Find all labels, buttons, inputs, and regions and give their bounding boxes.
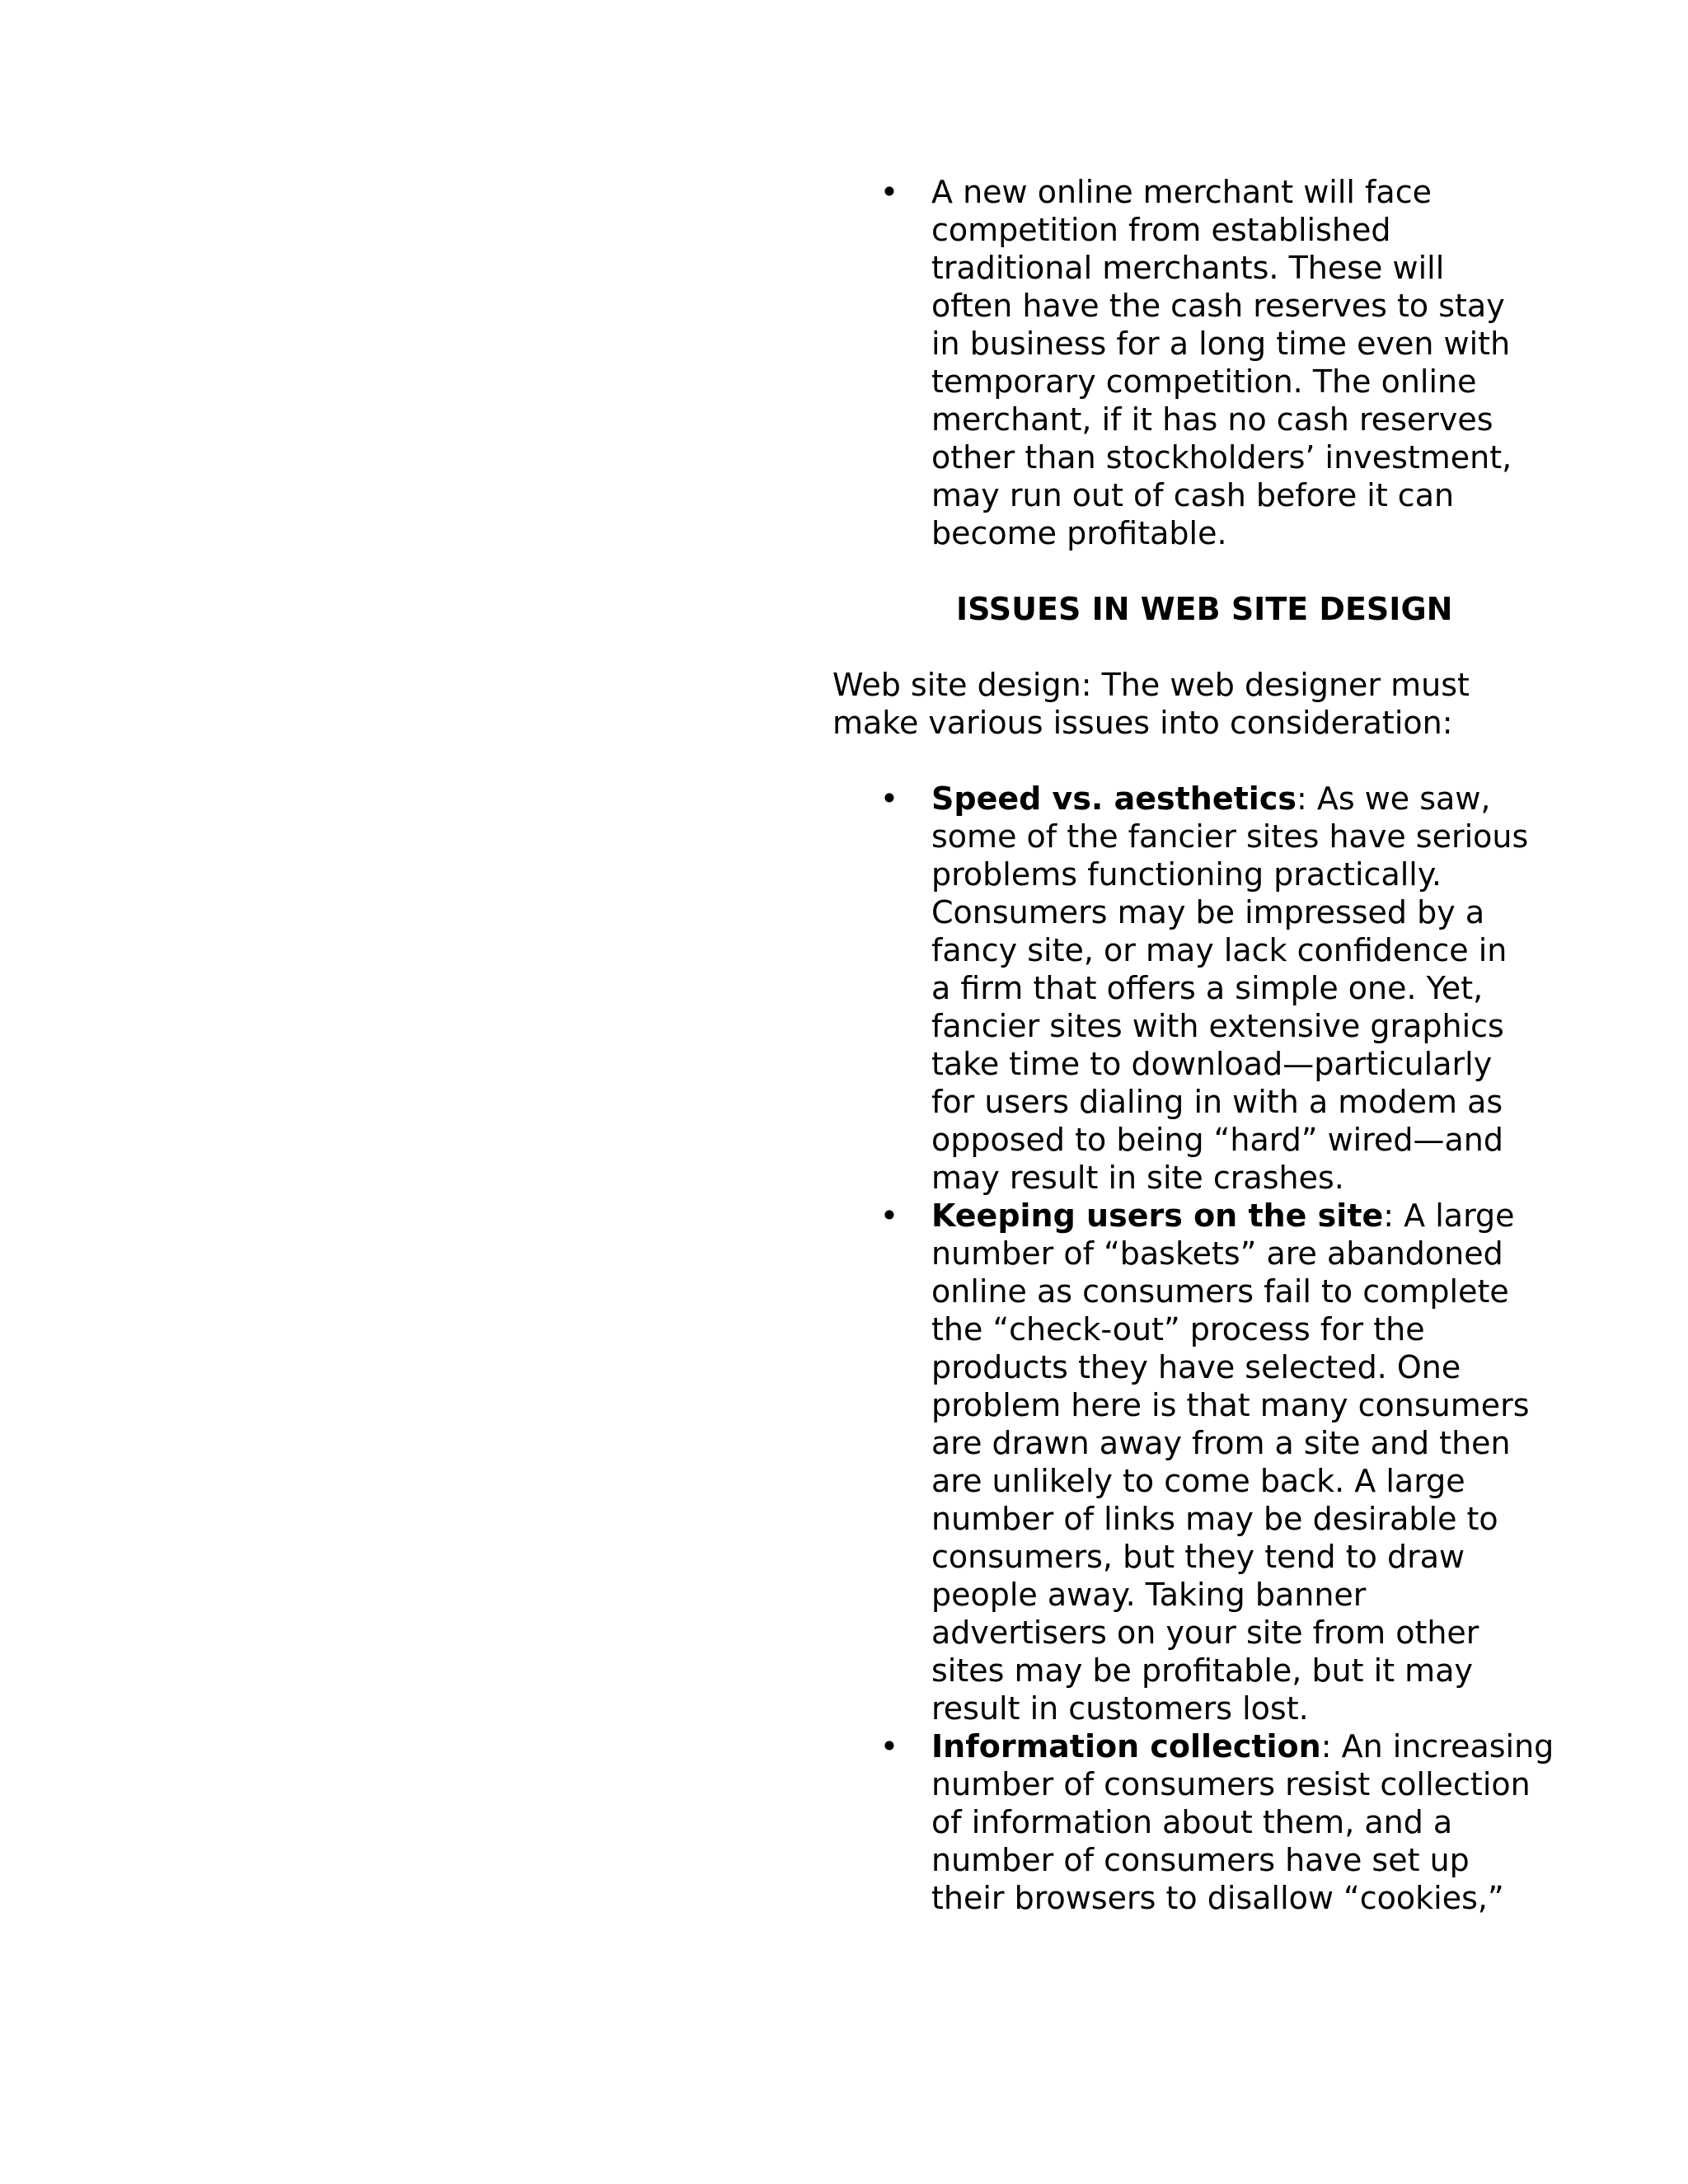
issue-line: take time to download—particularly [931,1046,1493,1082]
issue-first-line [931,1727,1554,1765]
issue-line: result in customers lost. [931,1690,1309,1727]
paragraph-line: make various issues into consideration: [832,705,1453,741]
issue-line: products they have selected. One [931,1349,1461,1385]
issue-line: may result in site crashes. [931,1160,1344,1196]
issue-line: online as consumers fail to complete [931,1273,1509,1310]
issue-term: Speed vs. aesthetics [931,780,1296,817]
issue-line: advertisers on your site from other [931,1615,1479,1651]
issue-line: Consumers may be impressed by a [931,894,1485,930]
issues-list [832,780,1554,1917]
issue-line: number of consumers have set up [931,1842,1470,1878]
issue-line: consumers, but they tend to draw [931,1539,1465,1575]
section-heading: ISSUES IN WEB SITE DESIGN [956,591,1453,627]
intro-line: often have the cash reserves to stay [931,288,1505,324]
intro-line: in business for a long time even with [931,326,1511,362]
bullet-icon: • [879,1728,899,1765]
issue-line: number of links may be desirable to [931,1501,1498,1537]
issue-line: fancy site, or may lack confidence in [931,932,1507,968]
issue-information-collection [832,1727,1554,1917]
issue-line: some of the fancier sites have serious [931,818,1529,855]
issue-first-rest: : A large [1383,1197,1515,1234]
issue-line: problem here is that many consumers [931,1387,1530,1423]
issue-keeping-users-on-site [832,1197,1530,1727]
issue-line: their browsers to disallow “cookies,” [931,1880,1504,1916]
issue-line: are unlikely to come back. A large [931,1463,1465,1499]
issue-line: number of consumers resist collection [931,1766,1531,1802]
intro-line: become profitable. [931,515,1227,551]
intro-bullet [832,173,1512,552]
issue-line: are drawn away from a site and then [931,1425,1511,1461]
paragraph-line: Web site design: The web designer must [832,667,1470,703]
intro-paragraph [832,666,1508,742]
issue-line: the “check-out” process for the [931,1311,1425,1347]
issue-speed-vs-aesthetics [832,780,1529,1197]
issue-line: sites may be profitable, but it may [931,1652,1473,1689]
intro-line: may run out of cash before it can [931,477,1455,513]
issue-line: number of “baskets” are abandoned [931,1235,1503,1272]
bullet-icon: • [879,174,899,210]
issue-line: problems functioning practically. [931,856,1442,893]
issue-line: a firm that offers a simple one. Yet, [931,970,1484,1006]
intro-line: traditional merchants. These will [931,250,1445,286]
bullet-icon: • [879,780,899,817]
intro-line: merchant, if it has no cash reserves [931,401,1493,438]
issue-line: of information about them, and a [931,1804,1453,1840]
issue-line: people away. Taking banner [931,1577,1367,1613]
issue-first-line [931,780,1508,818]
intro-line: A new online merchant will face [931,174,1432,210]
issue-line: opposed to being “hard” wired—and [931,1122,1504,1158]
intro-line: other than stockholders’ investment, [931,439,1512,476]
bullet-icon: • [879,1197,899,1234]
text-column [832,173,1554,1917]
issue-first-rest: : An increasing [1320,1728,1554,1765]
issue-first-line [931,1197,1515,1235]
issue-first-rest: : As we saw, [1296,780,1491,817]
issue-line: for users dialing in with a modem as [931,1084,1503,1120]
issue-term: Keeping users on the site [931,1197,1384,1234]
intro-line: temporary competition. The online [931,363,1477,400]
issue-term: Information collection [931,1728,1321,1765]
issue-line: fancier sites with extensive graphics [931,1008,1504,1044]
intro-line: competition from established [931,212,1391,248]
